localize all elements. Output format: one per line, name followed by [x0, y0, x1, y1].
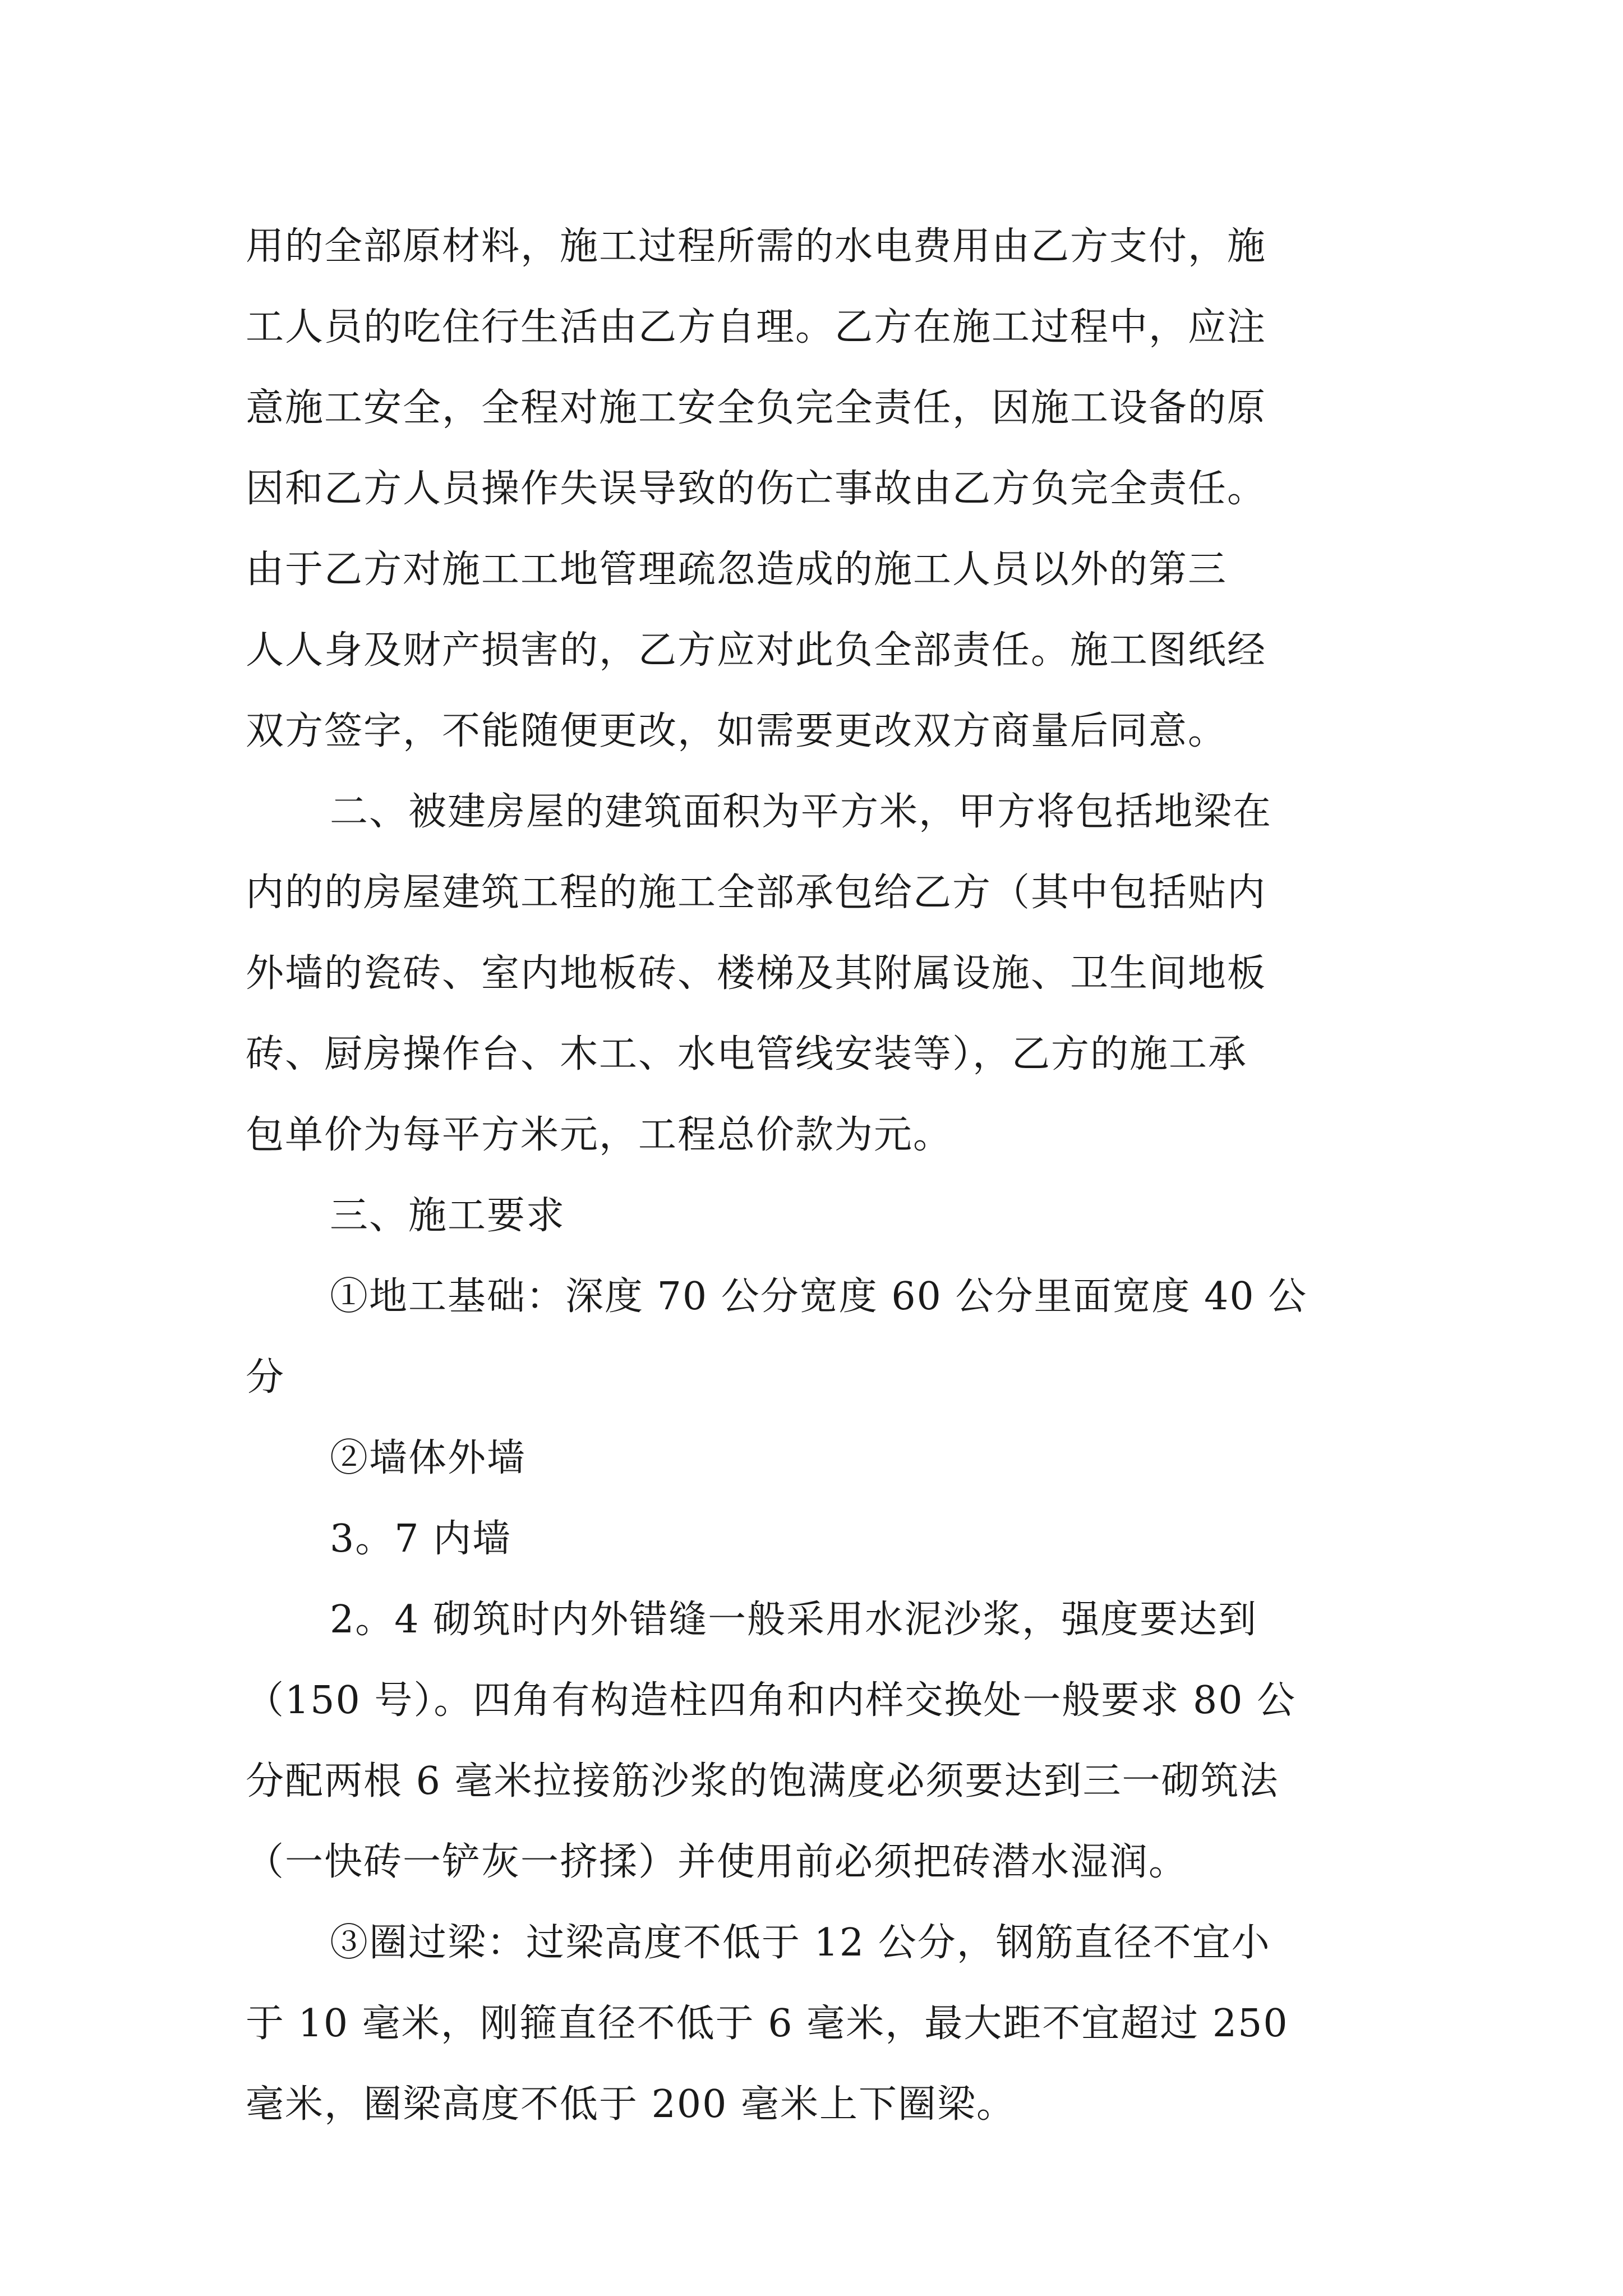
- text-line: ②墙体外墙: [330, 1436, 527, 1480]
- text-line: 砖、厨房操作台、木工、水电管线安装等），乙方的施工承: [246, 1032, 1248, 1076]
- text-line: 3。7 内墙: [330, 1517, 512, 1561]
- text-line: 毫米，圈梁高度不低于 200 毫米上下圈梁。: [246, 2082, 1016, 2127]
- document-body: [246, 206, 1390, 2145]
- text-line: 由于乙方对施工工地管理疏忽造成的施工人员以外的第三: [246, 547, 1228, 592]
- text-line: 人人身及财产损害的，乙方应对此负全部责任。施工图纸经: [246, 628, 1267, 673]
- text-line: 二、被建房屋的建筑面积为平方米，甲方将包括地梁在: [330, 790, 1272, 834]
- text-line: 外墙的瓷砖、室内地板砖、楼梯及其附属设施、卫生间地板: [246, 951, 1267, 996]
- text-line: ③圈过梁：过梁高度不低于 12 公分，钢筋直径不宜小: [330, 1921, 1271, 1965]
- text-line: ①地工基础：深度 70 公分宽度 60 公分里面宽度 40 公: [330, 1274, 1308, 1319]
- text-line: 包单价为每平方米元，工程总价款为元。: [246, 1113, 953, 1157]
- text-line: （一快砖一铲灰一挤揉）并使用前必须把砖潜水湿润。: [246, 1840, 1188, 1884]
- text-line: 分: [246, 1355, 285, 1400]
- text-line: 用的全部原材料，施工过程所需的水电费用由乙方支付，施: [246, 224, 1267, 269]
- text-line: 双方签字，不能随便更改，如需要更改双方商量后同意。: [246, 709, 1228, 753]
- text-line: 因和乙方人员操作失误导致的伤亡事故由乙方负完全责任。: [246, 467, 1267, 511]
- text-line: 于 10 毫米，刚箍直径不低于 6 毫米，最大距不宜超过 250: [246, 2001, 1289, 2046]
- text-line: （150 号）。四角有构造柱四角和内样交换处一般要求 80 公: [246, 1678, 1297, 1723]
- text-line: 2。4 砌筑时内外错缝一般采用水泥沙浆，强度要达到: [330, 1598, 1258, 1642]
- text-line: 三、施工要求: [330, 1194, 566, 1238]
- text-line: 内的的房屋建筑工程的施工全部承包给乙方（其中包括贴内: [246, 871, 1267, 915]
- text-line: 分配两根 6 毫米拉接筋沙浆的饱满度必须要达到三一砌筑法: [246, 1759, 1279, 1803]
- text-line: 意施工安全，全程对施工安全负完全责任，因施工设备的原: [246, 386, 1267, 430]
- text-line: 工人员的吃住行生活由乙方自理。乙方在施工过程中，应注: [246, 305, 1267, 349]
